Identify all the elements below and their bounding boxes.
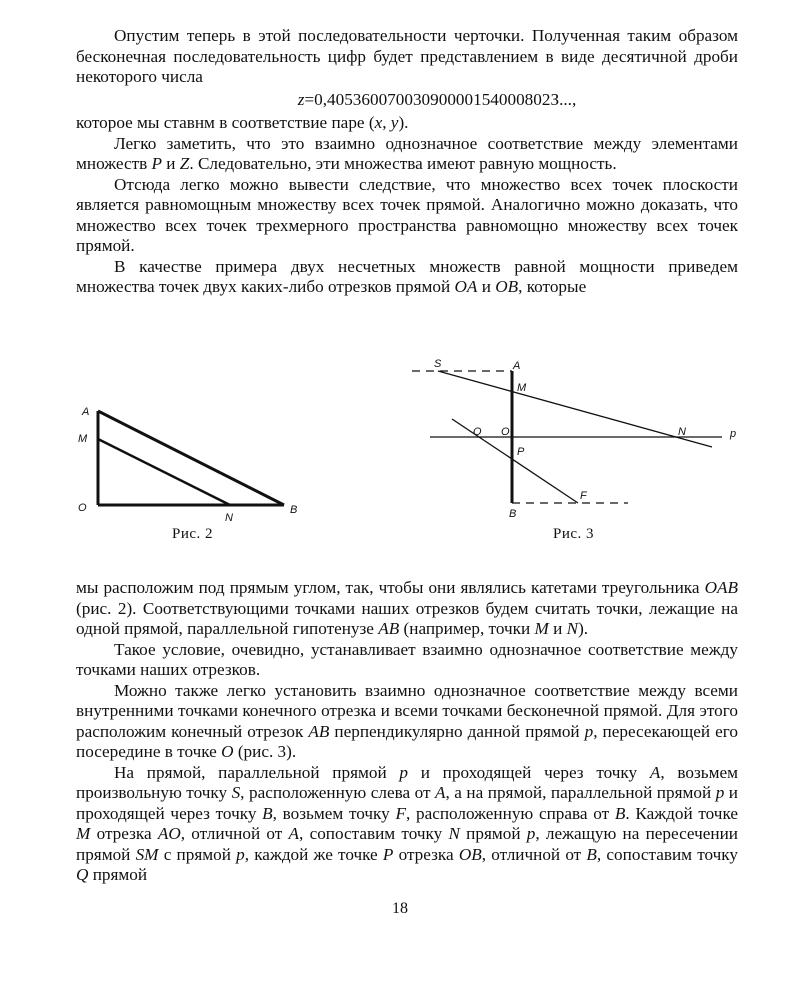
var-A: A [434, 783, 446, 802]
text-span: , возьмем произвольную точку [76, 762, 738, 802]
label-B: B [509, 508, 517, 520]
var-OB: OB [495, 277, 519, 296]
hypotenuse-AB [98, 411, 284, 505]
paragraph-7: Такое условие, очевидно, устанавливает взаимно однозначное соответствие между точками наших отрезков. [76, 639, 738, 679]
text-span: ). [398, 113, 409, 132]
line-QF [452, 419, 578, 503]
text-span: , [382, 113, 391, 132]
text-span: На прямой, параллельной прямой [114, 762, 400, 782]
text-span: отрезка [393, 844, 459, 864]
text-span: , отличной от [481, 844, 587, 864]
var-M: M [76, 824, 91, 843]
text-span: , а на прямой, параллельной прямой [445, 783, 716, 802]
text-span: , каждой же точке [244, 844, 383, 864]
label-O: O [501, 426, 510, 438]
var-OA: OA [454, 277, 478, 296]
text-span: , которые [518, 277, 587, 296]
formula-value: =0,40536007003090000154000802З..., [304, 89, 577, 109]
text-span: прямой [88, 865, 148, 884]
label-N: N [678, 426, 686, 438]
var-p: p [584, 721, 594, 741]
var-M: M [534, 619, 549, 638]
label-P: P [517, 446, 525, 458]
text-span: , сопоставим точку [299, 824, 449, 843]
var-N: N [448, 824, 460, 843]
var-P: P [382, 844, 394, 864]
var-p: p [399, 762, 408, 782]
label-M: M [517, 382, 527, 394]
text-span: с прямой [158, 844, 237, 864]
var-p: p [236, 844, 245, 864]
var-p: p [526, 824, 536, 843]
var-Z: Z [179, 154, 190, 173]
text-span: и проходящей через точку [76, 783, 738, 823]
var-OAB: OAB [704, 578, 738, 597]
text-span: , сопоставим точку [596, 844, 739, 864]
var-AO: AO [157, 824, 181, 843]
text-span: , возьмем точку [272, 803, 396, 823]
text-span: (например, точки [399, 619, 535, 638]
paragraph-8 [76, 681, 738, 763]
label-M: M [78, 433, 88, 445]
text-span: которое мы ставнм в соответствие паре ( [76, 113, 375, 132]
label-S: S [434, 358, 442, 370]
var-AB: AB [308, 721, 330, 741]
paragraph-1: Опустим теперь в этой последовательности черточки. Полученная таким образом бесконечная последовательность цифр будет представлением в виде десятичной дроби некоторого числа [76, 26, 738, 86]
paragraph-3 [76, 134, 738, 175]
text-span: . Каждой точке [625, 803, 738, 823]
var-B: B [614, 803, 626, 823]
text-span: . Следовательно, эти множества имеют равную мощность. [189, 154, 617, 173]
text-span: (рис. 3). [233, 742, 297, 761]
paragraph-5 [76, 257, 738, 298]
var-O: O [221, 742, 234, 761]
var-p: p [715, 783, 725, 802]
text-span: , пересекающей его посередине в точке [76, 721, 738, 761]
text-span: , лежащую на пересечении прямой [76, 824, 738, 864]
label-F: F [580, 490, 587, 502]
var-S: S [231, 783, 241, 802]
text-span: , отличной от [180, 824, 289, 843]
var-A: A [649, 762, 661, 782]
var-AB: AB [378, 619, 400, 638]
var-F: F [395, 803, 406, 823]
text-span: и [548, 619, 567, 638]
text-span: отрезка [90, 824, 158, 843]
figure-2 [70, 395, 320, 525]
var-OB: OB [458, 844, 482, 864]
text-span: В качестве примера двух несчетных множеств равной мощности приведем множества точек двух каких-либо отрезков прямой [76, 256, 738, 296]
formula [76, 90, 738, 111]
var-B: B [262, 803, 273, 823]
label-N: N [225, 512, 233, 524]
figure-3 [400, 355, 750, 525]
text-span: , расположенную справа от [405, 803, 615, 823]
var-A: A [288, 824, 300, 843]
label-Q: Q [473, 426, 482, 438]
figure-2-caption: Рис. 2 [172, 526, 214, 542]
segment-MN [98, 439, 230, 505]
label-A: A [82, 406, 90, 418]
paragraph-6 [76, 578, 738, 640]
label-A: A [513, 360, 521, 372]
var-P: P [151, 154, 162, 173]
text-span: и [162, 154, 180, 173]
label-O: O [78, 502, 87, 514]
var-Q: Q [76, 865, 89, 884]
var-B: B [586, 844, 597, 864]
var-SM: SM [135, 844, 159, 864]
top-text-block [76, 26, 738, 298]
paragraph-4: Отсюда легко можно вывести следствие, что множество всех точек плоскости является равномощным множеству всех точек прямой. Аналогично можно доказать, что множество всех точек трехмерного пространства равномощно множеству всех точек прямой. [76, 174, 738, 255]
var-x: x [374, 113, 383, 132]
text-span: мы расположим под прямым углом, так, чтобы они являлись катетами треугольника [76, 578, 705, 597]
formula-variable: z [297, 89, 305, 109]
label-p: p [730, 428, 737, 440]
text-span: (рис. 2). Соответствующими точками наших отрезков будем считать точки, лежащие на одной прямой, параллельной гипотенузе [76, 598, 738, 638]
paragraph-2 [76, 113, 738, 134]
text-span: прямой [459, 824, 527, 843]
text-span: , расположенную слева от [240, 783, 435, 802]
text-span: Можно также легко установить взаимно однозначное соответствие между всеми внутренними точками конечного отрезка и всеми точками бесконечной прямой. Для этого расположим конечный отрезок [76, 680, 738, 741]
text-span: перпендикулярно данной прямой [329, 721, 585, 741]
text-span: и [477, 277, 496, 296]
text-span: Легко заметить, что это взаимно однозначное соответствие между элементами множеств [76, 133, 738, 173]
var-N: N [566, 619, 579, 638]
paragraph-9 [76, 763, 738, 886]
text-span: ). [578, 619, 589, 638]
text-span: и проходящей через точку [408, 762, 650, 782]
figure-3-caption: Рис. 3 [553, 526, 595, 542]
label-B: B [290, 504, 298, 516]
var-y: y [390, 113, 399, 132]
bottom-text-block [76, 578, 738, 886]
page-number: 18 [392, 900, 408, 917]
